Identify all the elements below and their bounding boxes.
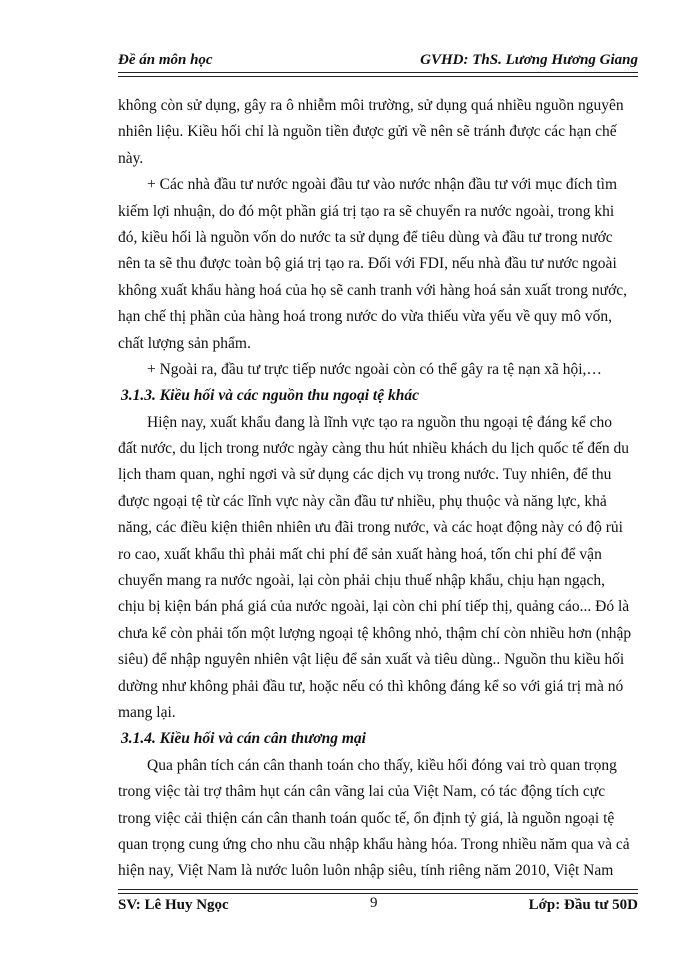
page-number: 9 xyxy=(370,895,378,911)
footer-student-name: SV: Lê Huy Ngọc xyxy=(118,897,229,913)
document-body xyxy=(118,93,638,885)
text-line: không xuất khẩu hàng hoá của họ sẽ canh tranh với hàng hoá sản xuất trong nước, xyxy=(118,281,628,299)
text-line: chuyển mang ra nước ngoài, lại còn phải chịu thuế nhập khẩu, chịu hạn ngạch, xyxy=(118,572,606,590)
text-line: này. xyxy=(118,149,144,167)
text-line: hiện nay, Việt Nam là nước luôn luôn nhập siêu, tính riêng năm 2010, Việt Nam xyxy=(118,862,614,880)
text-line: đó, kiều hối là nguồn vốn do nước ta sử dụng để tiêu dùng và đầu tư trong nước xyxy=(118,228,613,246)
text-line: được ngoại tệ từ các lĩnh vực này cần đầu tư nhiều, phụ thuộc và năng lực, khả xyxy=(118,492,607,510)
text-line: hạn chế thị phần của hàng hoá trong nước do vừa thiếu vừa yếu về quy mô vốn, xyxy=(118,308,612,326)
text-line: siêu) để nhập nguyên nhiên vật liệu để sản xuất và tiêu dùng.. Nguồn thu kiều hối xyxy=(118,651,625,669)
text-line: mang lại. xyxy=(118,703,176,721)
text-line: lịch tham quan, nghỉ ngơi và sử dụng các dịch vụ trong nước. Tuy nhiên, để thu xyxy=(118,466,612,484)
text-line: đất nước, du lịch trong nước ngày càng thu hút nhiều khách du lịch quốc tế đến du xyxy=(118,440,629,458)
text-line: Qua phân tích cán cân thanh toán cho thấy, kiều hối đóng vai trò quan trọng xyxy=(147,756,617,774)
text-line: chất lượng sản phẩm. xyxy=(118,334,251,352)
text-line: nhiên liệu. Kiều hối chỉ là nguồn tiền được gửi về nên sẽ tránh được các hạn chế xyxy=(118,123,617,141)
text-line: chưa kể còn phải tốn một lượng ngoại tệ không nhỏ, thậm chí còn nhiều hơn (nhập xyxy=(118,624,632,642)
text-line: trong việc cải thiện cán cân thanh toán quốc tế, ổn định tỷ giá, là nguồn ngoại tệ xyxy=(118,809,615,827)
footer-class: Lớp: Đầu tư 50D xyxy=(528,897,638,913)
page-footer xyxy=(118,897,638,919)
text-line: chịu bị kiện bán phá giá của nước ngoài, lại còn chi phí tiếp thị, quảng cáo... Đó là xyxy=(118,598,630,616)
text-line: không còn sử dụng, gây ra ô nhiễm môi trường, sử dụng quá nhiều nguồn nguyên xyxy=(118,97,624,114)
text-line: Hiện nay, xuất khẩu đang là lĩnh vực tạo ra nguồn thu ngoại tệ đáng kể cho xyxy=(147,413,612,431)
text-line: trong việc tài trợ thâm hụt cán cân vãng lai của Việt Nam, có tác động tích cực xyxy=(118,783,606,801)
section-heading: 3.1.4. Kiều hối và cán cân thương mại xyxy=(121,730,366,748)
text-line: + Ngoài ra, đầu tư trực tiếp nước ngoài còn có thể gây ra tệ nạn xã hội,… xyxy=(147,360,602,378)
page-header xyxy=(118,52,638,74)
text-line: nên ta sẽ thu được toàn bộ giá trị tạo ra. Đối với FDI, nếu nhà đầu tư nước ngoài xyxy=(118,255,617,273)
header-divider xyxy=(118,72,638,77)
text-line: dường như không phải đầu tư, hoặc nếu có thì không đáng kể so với giá trị mà nó xyxy=(118,677,624,695)
footer-divider xyxy=(118,889,638,894)
text-line: + Các nhà đầu tư nước ngoài đầu tư vào nước nhận đầu tư với mục đích tìm xyxy=(147,176,618,194)
header-supervisor: GVHD: ThS. Lương Hương Giang xyxy=(420,52,638,68)
text-line: ro cao, xuất khẩu thì phải mất chi phí để sản xuất hàng hoá, tốn chi phí để vận xyxy=(118,545,602,563)
text-line: quan trọng cung ứng cho nhu cầu nhập khẩu hàng hóa. Trong nhiều năm qua và cả xyxy=(118,835,630,853)
header-course-title: Đề án môn học xyxy=(118,52,213,68)
text-line: năng, các điều kiện thiên nhiên ưu đãi trong nước, và các hoạt động này có độ rủi xyxy=(118,519,623,537)
text-line: kiếm lợi nhuận, do đó một phần giá trị tạo ra sẽ chuyển ra nước ngoài, trong khi xyxy=(118,202,615,220)
section-heading: 3.1.3. Kiều hối và các nguồn thu ngoại tệ khác xyxy=(121,387,419,405)
